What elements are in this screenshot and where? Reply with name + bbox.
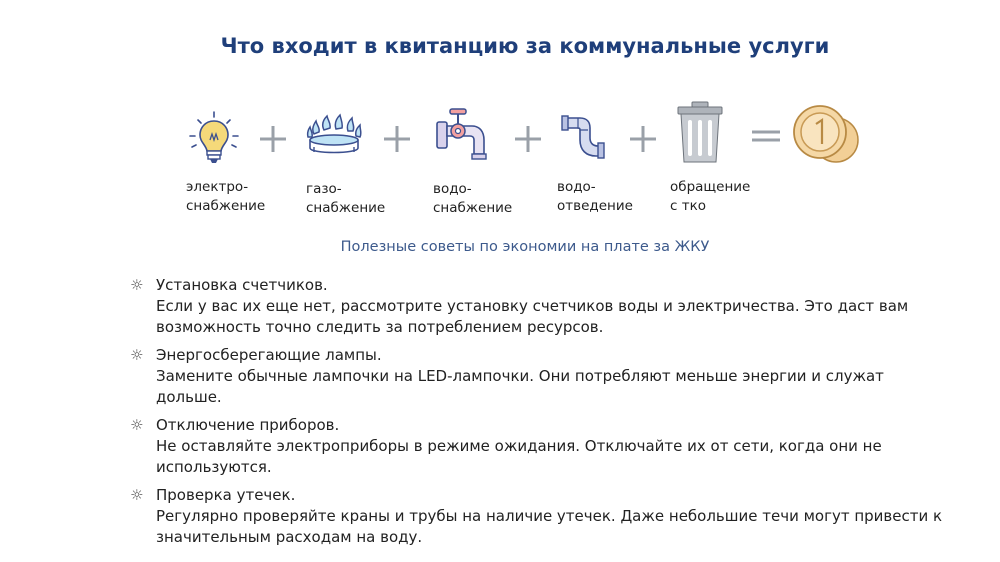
lightbulb-icon — [186, 110, 242, 166]
tips-subtitle: Полезные советы по экономии на плате за ЖКУ — [340, 239, 710, 255]
tip-body: Не оставляйте электроприборы в режиме ожидания. Отключайте их от сети, когда они не используются. — [156, 437, 882, 476]
tip-body: Замените обычные лампочки на LED-лампочки. Они потребляют меньше энергии и служат дольше. — [156, 367, 884, 406]
list-item — [130, 415, 950, 478]
tip-heading: Установка счетчиков. — [156, 276, 328, 294]
gas-burner-icon — [304, 112, 364, 162]
plus-icon — [382, 124, 412, 154]
sun-bullet-icon: ☼ — [130, 416, 144, 434]
coins-icon — [792, 102, 862, 166]
page-title: Что входит в квитанцию за коммунальные услуги — [220, 34, 830, 58]
sun-bullet-icon: ☼ — [130, 486, 144, 504]
water-tap-icon — [434, 106, 492, 162]
plus-icon — [513, 124, 543, 154]
equals-icon — [750, 126, 782, 146]
plus-icon — [258, 124, 288, 154]
trash-bin-icon — [676, 100, 724, 164]
tip-heading: Проверка утечек. — [156, 486, 296, 504]
sun-bullet-icon: ☼ — [130, 276, 144, 294]
service-label-water-supply: водо- снабжение — [433, 181, 513, 216]
tip-body: Регулярно проверяйте краны и трубы на наличие утечек. Даже небольшие течи могут привести к значительным расходам на воду. — [156, 507, 943, 546]
pipe-icon — [560, 110, 606, 160]
tip-body: Если у вас их еще нет, рассмотрите установку счетчиков воды и электричества. Это даст вам возможность точно следить за потреблением ресурсов. — [156, 297, 909, 336]
sun-bullet-icon: ☼ — [130, 346, 144, 364]
tip-heading: Энергосберегающие лампы. — [156, 346, 382, 364]
service-label-gas: газо- снабжение — [306, 181, 386, 216]
list-item — [130, 485, 950, 548]
service-label-waste: обращение с тко — [670, 179, 751, 214]
plus-icon — [628, 124, 658, 154]
service-label-electricity: электро- снабжение — [186, 179, 266, 214]
list-item — [130, 345, 950, 408]
tip-heading: Отключение приборов. — [156, 416, 340, 434]
list-item — [130, 275, 950, 338]
service-label-water-disposal: водо- отведение — [557, 179, 633, 214]
tips-list — [130, 275, 950, 555]
